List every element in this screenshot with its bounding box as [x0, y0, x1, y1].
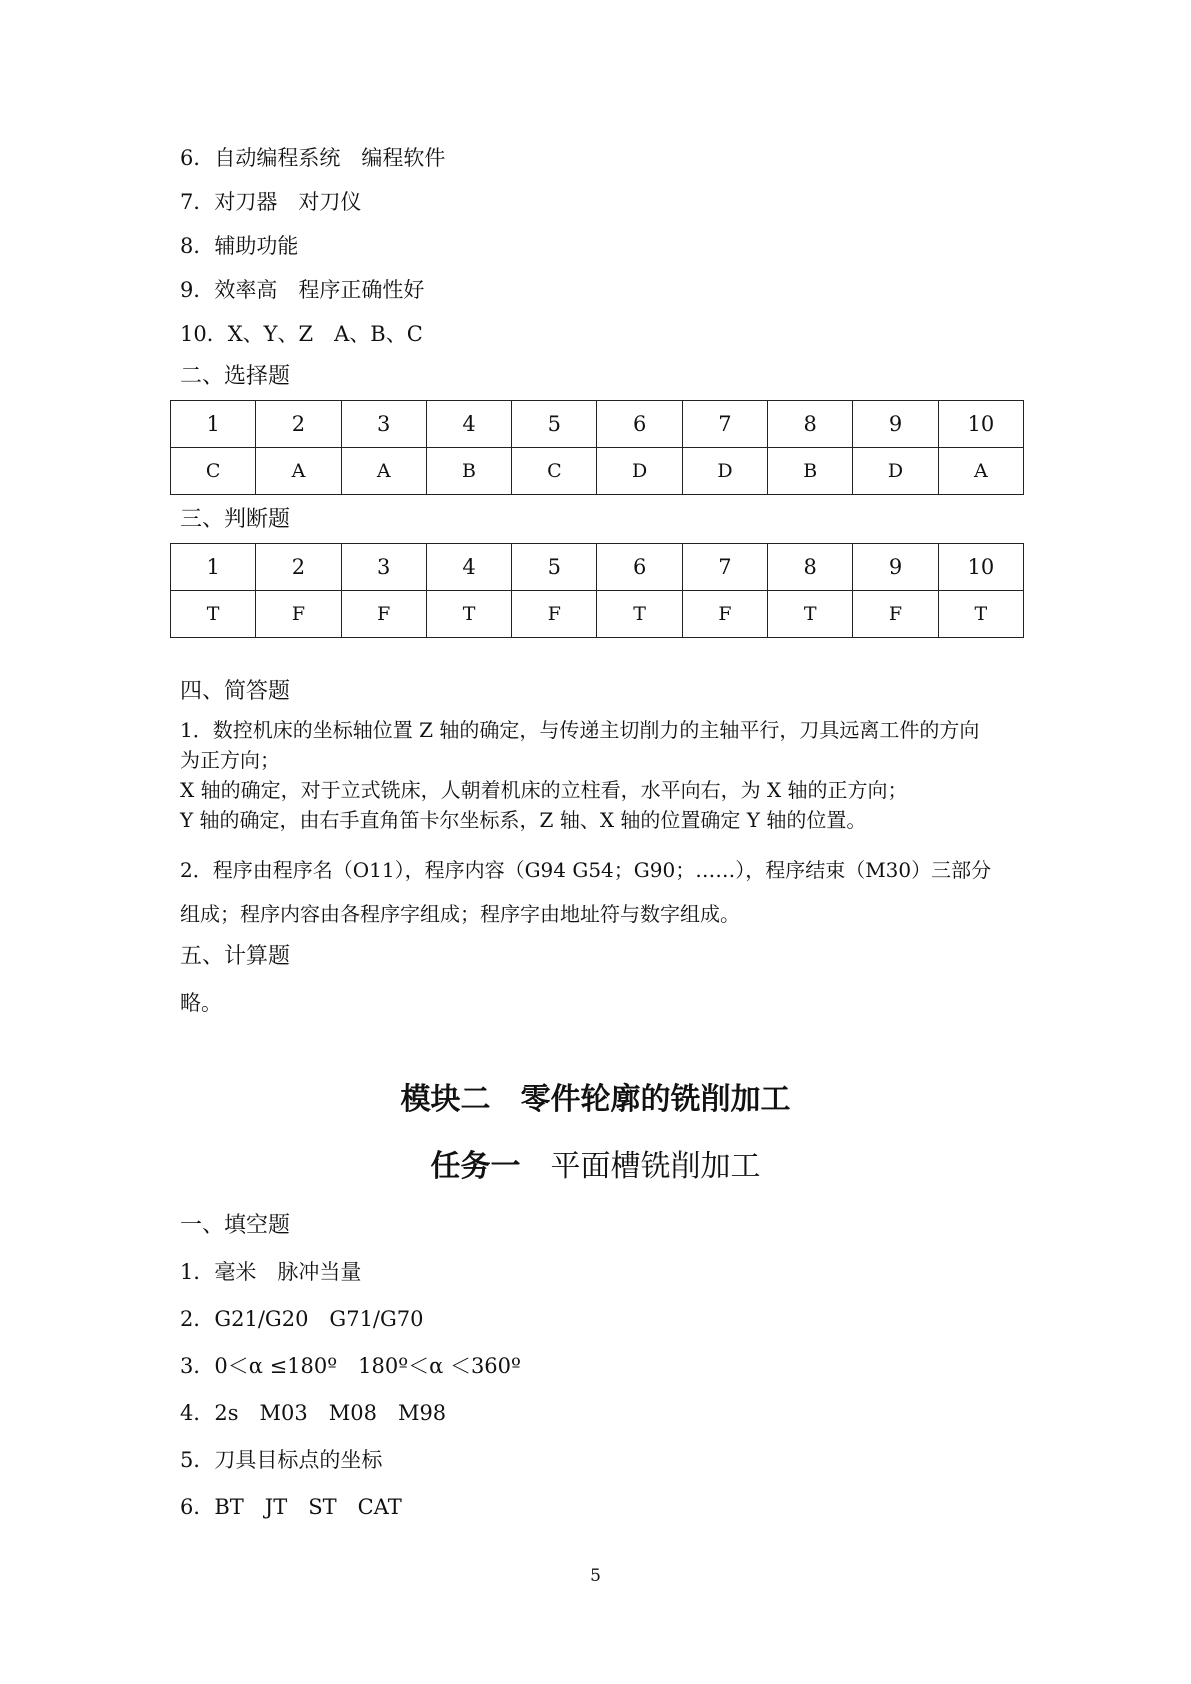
- table-header-row: [171, 401, 1024, 448]
- section-fill-blank-title: 一、填空题: [180, 1213, 291, 1238]
- section-calculation-title: 五、计算题: [180, 944, 291, 969]
- table-cell: T: [768, 591, 853, 638]
- short-answer-1: [180, 715, 1022, 835]
- table-cell: 6: [597, 401, 682, 448]
- paragraph-line: 1．数控机床的坐标轴位置 Z 轴的确定，与传递主切削力的主轴平行，刀具远离工件的方向: [180, 718, 980, 742]
- table-cell: 8: [768, 401, 853, 448]
- table-cell: 3: [341, 401, 426, 448]
- answer-item-10: 10．X、Y、Z A、B、C: [180, 322, 423, 346]
- table-cell: A: [938, 448, 1023, 495]
- answer-item-9: 9．效率高 程序正确性好: [180, 278, 425, 302]
- table-cell: F: [341, 591, 426, 638]
- section-judgment-title: 三、判断题: [180, 507, 291, 532]
- table-cell: F: [682, 591, 767, 638]
- fill-item-6: 6．BT JT ST CAT: [180, 1495, 402, 1519]
- table-cell: A: [341, 448, 426, 495]
- table-cell: D: [682, 448, 767, 495]
- table-cell: T: [597, 591, 682, 638]
- table-cell: 2: [256, 401, 341, 448]
- task-title-label: 任务一: [430, 1149, 521, 1184]
- table-row: [171, 591, 1024, 638]
- table-cell: B: [426, 448, 511, 495]
- table-cell: T: [171, 591, 256, 638]
- table-cell: 9: [853, 401, 938, 448]
- table-cell: 3: [341, 544, 426, 591]
- task-title-text: 平面槽铣削加工: [520, 1149, 761, 1184]
- table-cell: T: [426, 591, 511, 638]
- table-header-row: [171, 544, 1024, 591]
- table-cell: 1: [171, 544, 256, 591]
- table-cell: A: [256, 448, 341, 495]
- paragraph-line: 组成；程序内容由各程序字组成；程序字由地址符与数字组成。: [180, 902, 740, 926]
- answer-item-6: 6．自动编程系统 编程软件: [180, 146, 446, 170]
- table-cell: 5: [512, 401, 597, 448]
- answer-item-7: 7．对刀器 对刀仪: [180, 190, 362, 214]
- table-cell: D: [853, 448, 938, 495]
- fill-item-2: 2．G21/G20 G71/G70: [180, 1307, 424, 1331]
- fill-item-5: 5．刀具目标点的坐标: [180, 1448, 383, 1472]
- fill-item-1: 1．毫米 脉冲当量: [180, 1260, 362, 1284]
- module-title: 模块二 零件轮廓的铣削加工: [400, 1082, 791, 1117]
- table-cell: C: [512, 448, 597, 495]
- table-cell: 7: [682, 544, 767, 591]
- table-cell: F: [512, 591, 597, 638]
- table-cell: C: [171, 448, 256, 495]
- table-cell: 10: [938, 401, 1023, 448]
- table-cell: 4: [426, 401, 511, 448]
- table-cell: 8: [768, 544, 853, 591]
- table-cell: B: [768, 448, 853, 495]
- table-cell: 9: [853, 544, 938, 591]
- paragraph-line: X 轴的确定，对于立式铣床，人朝着机床的立柱看，水平向右，为 X 轴的正方向；: [180, 778, 908, 802]
- table-cell: 7: [682, 401, 767, 448]
- fill-item-3: 3．0＜α ≤180º 180º＜α ＜360º: [180, 1354, 521, 1378]
- table-cell: F: [256, 591, 341, 638]
- fill-item-4: 4．2s M03 M08 M98: [180, 1401, 447, 1425]
- table-cell: 1: [171, 401, 256, 448]
- table-row: [171, 448, 1024, 495]
- table-cell: F: [853, 591, 938, 638]
- paragraph-line: 2．程序由程序名（O11），程序内容（G94 G54；G90；……），程序结束（M30）三部分: [180, 858, 992, 882]
- paragraph-line: Y 轴的确定，由右手直角笛卡尔坐标系，Z 轴、X 轴的位置确定 Y 轴的位置。: [180, 808, 867, 832]
- table-cell: 6: [597, 544, 682, 591]
- page-number: 5: [590, 1566, 601, 1586]
- answer-item-8: 8．辅助功能: [180, 234, 299, 258]
- table-cell: 5: [512, 544, 597, 591]
- table-cell: 2: [256, 544, 341, 591]
- table-cell: D: [597, 448, 682, 495]
- judgment-answer-table: [170, 543, 1024, 638]
- choice-answer-table: [170, 400, 1024, 495]
- paragraph-line: 为正方向；: [180, 748, 280, 772]
- task-title: [0, 1147, 1191, 1187]
- table-cell: 10: [938, 544, 1023, 591]
- short-answer-2: [180, 848, 1022, 936]
- section-short-answer-title: 四、简答题: [180, 679, 291, 704]
- section-choice-title: 二、选择题: [180, 364, 291, 389]
- table-cell: 4: [426, 544, 511, 591]
- calculation-content: 略。: [180, 991, 222, 1015]
- table-cell: T: [938, 591, 1023, 638]
